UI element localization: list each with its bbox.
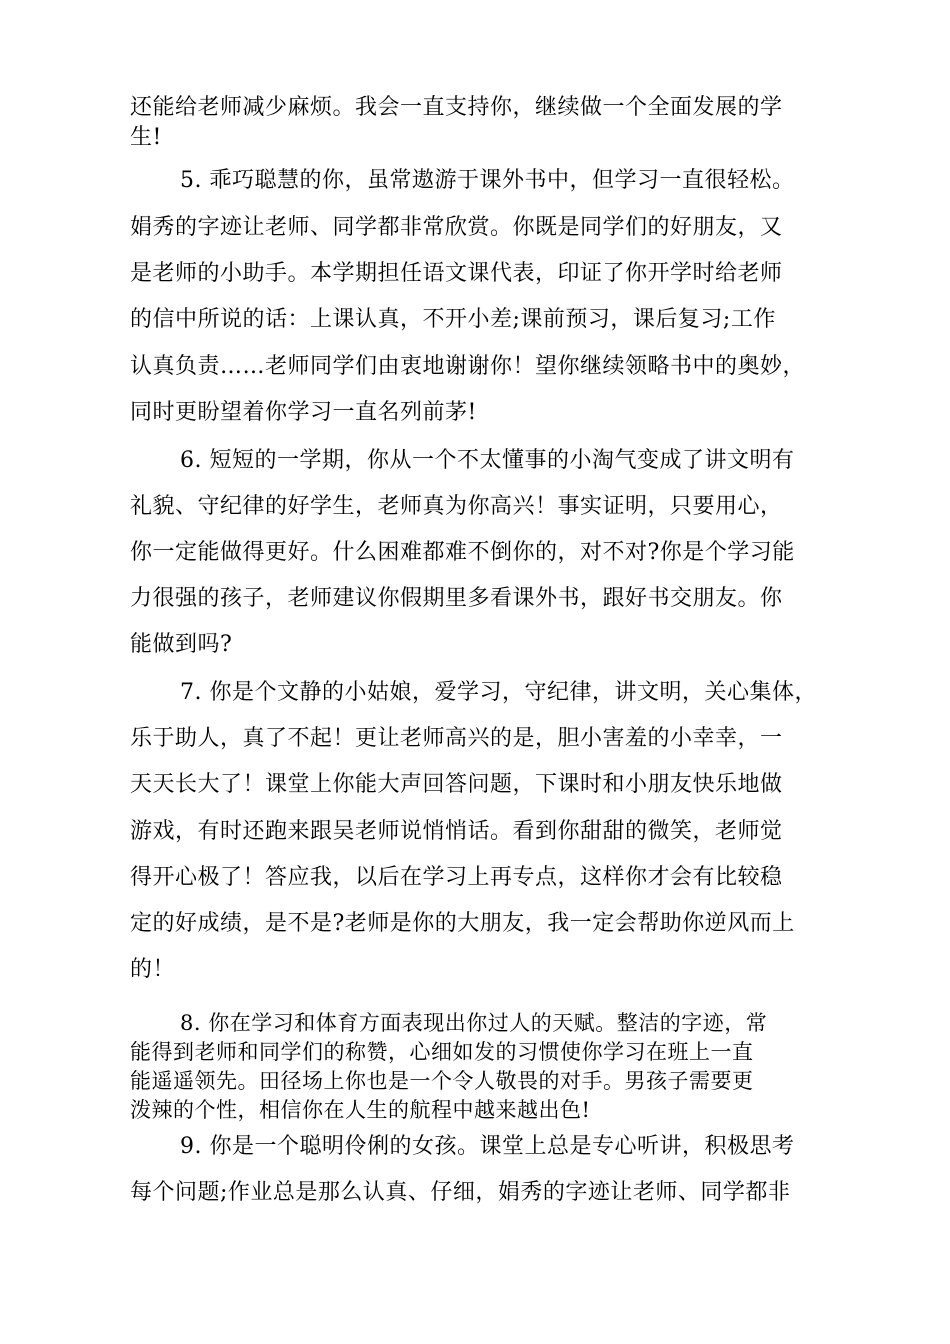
paragraph-9-first-line: 9. 你是一个聪明伶俐的女孩。课堂上总是专心听讲，积极思考 [180,1134,795,1159]
text-line: 泼辣的个性，相信你在人生的航程中越来越出色! [130,1098,591,1122]
text-line: 能做到吗? [130,632,233,657]
text-line: 同时更盼望着你学习一直名列前茅! [130,400,477,425]
text-line: 的信中所说的话：上课认真，不开小差;课前预习，课后复习;工作 [130,307,776,332]
text-line: 能得到老师和同学们的称赞，心细如发的习惯使你学习在班上一直 [130,1040,754,1064]
text-line: 认真负责……老师同学们由衷地谢谢你！望你继续领略书中的奥妙， [130,354,806,379]
text-line: 能遥遥领先。田径场上你也是一个令人敬畏的对手。男孩子需要更 [130,1069,754,1093]
text-line: 礼貌、守纪律的好学生，老师真为你高兴！事实证明，只要用心， [130,494,783,519]
text-line: 游戏，有时还跑来跟吴老师说悄悄话。看到你甜甜的微笑，老师觉 [130,819,783,844]
text-line: 生! [130,125,162,150]
text-line: 娟秀的字迹让老师、同学都非常欣赏。你既是同学们的好朋友，又 [130,215,783,240]
text-line: 是老师的小助手。本学期担任语文课代表，印证了你开学时给老师 [130,261,783,286]
text-line: 定的好成绩，是不是?老师是你的大朋友，我一定会帮助你逆风而上 [130,911,795,936]
text-line: 天天长大了！课堂上你能大声回答问题，下课时和小朋友快乐地做 [130,772,783,797]
text-line: 的！ [130,957,176,982]
text-line: 力很强的孩子，老师建议你假期里多看课外书，跟好书交朋友。你 [130,586,783,611]
text-line: 你一定能做得更好。什么困难都难不倒你的，对不对?你是个学习能 [130,540,795,565]
text-line: 乐于助人，真了不起！更让老师高兴的是，胆小害羞的小幸幸，一 [130,726,783,751]
paragraph-8-first-line: 8. 你在学习和体育方面表现出你过人的天赋。整洁的字迹，常 [180,1011,768,1035]
paragraph-5-first-line: 5. 乖巧聪慧的你，虽常遨游于课外书中，但学习一直很轻松。 [180,168,795,193]
paragraph-7-first-line: 7. 你是个文静的小姑娘，爱学习，守纪律，讲文明，关心集体， [180,680,817,705]
text-line: 每个问题;作业总是那么认真、仔细，娟秀的字迹让老师、同学都非 [130,1180,791,1205]
text-line: 得开心极了！答应我，以后在学习上再专点，这样你才会有比较稳 [130,865,783,890]
paragraph-6-first-line: 6. 短短的一学期，你从一个不太懂事的小淘气变成了讲文明有 [180,448,795,473]
text-line: 还能给老师减少麻烦。我会一直支持你，继续做一个全面发展的学 [130,95,783,120]
